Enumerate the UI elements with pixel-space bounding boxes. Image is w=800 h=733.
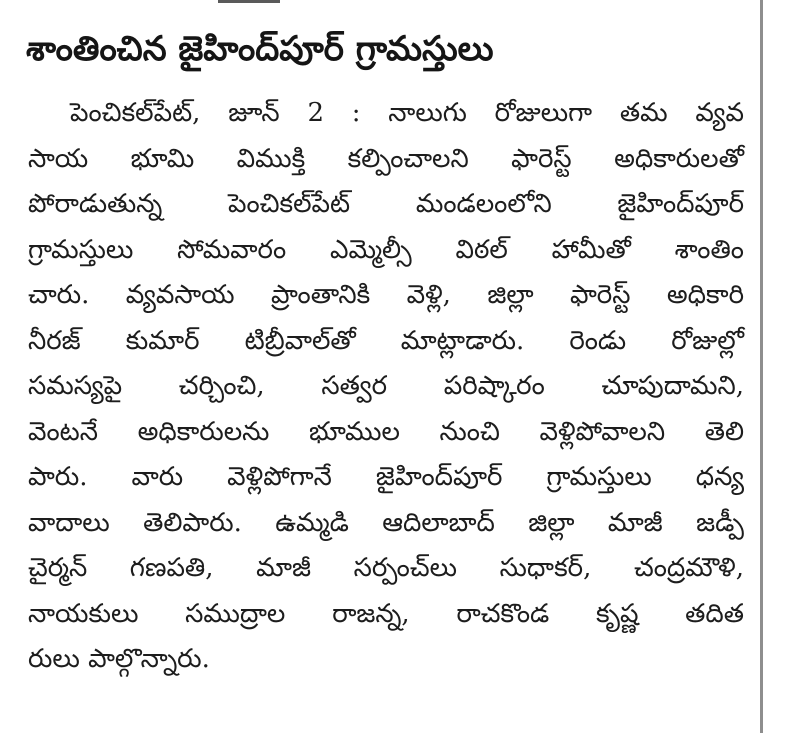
column-top-rule [218, 0, 280, 3]
article-line-10: వాదాలు తెలిపారు. ఉమ్మడి ఆదిలాబాద్ జిల్లా మాజీ జడ్పీ [28, 507, 744, 538]
article-line-7: సమస్యపై చర్చించి, సత్వర పరిష్కారం చూపుదామని, [28, 371, 744, 401]
article-line-8: వెంటనే అధికారులను భూముల నుంచి వెళ్లిపోవాలని తెలి [28, 416, 744, 447]
article-line-4: గ్రామస్తులు సోమవారం ఎమ్మెల్సీ విఠల్ హామీతో శాంతిం [28, 234, 744, 265]
article-body [28, 91, 744, 683]
article-line-9: పారు. వారు వెళ్లిపోగానే జైహింద్‌పూర్ గ్రామస్తులు ధన్య [28, 462, 744, 492]
article-line-11: చైర్మన్ గణపతి, మాజీ సర్పంచ్‌లు సుధాకర్, చంద్రమౌళి, [28, 553, 744, 583]
column-divider-rule [760, 0, 763, 733]
article-line-3: పోరాడుతున్న పెంచికల్‌పేట్ మండలంలోని జైహింద్‌పూర్ [28, 189, 744, 219]
article-line-6: నీరజ్ కుమార్ టిబ్రీవాల్‌తో మాట్లాడారు. రెండు రోజుల్లో [28, 325, 744, 356]
article-line-1: పెంచికల్‌పేట్, జూన్ 2 : నాలుగు రోజులుగా తమ వ్యవ [70, 98, 744, 128]
article-headline: శాంతించిన జైహింద్‌పూర్ గ్రామస్తులు [26, 29, 494, 69]
article-line-12: నాయకులు సముద్రాల రాజన్న, రాచకొండ కృష్ణ తదిత [28, 598, 744, 629]
article-line-5: చారు. వ్యవసాయ ప్రాంతానికి వెళ్లి, జిల్లా ఫారెస్ట్ అధికారి [28, 280, 744, 310]
article-line-13: రులు పాల్గొన్నారు. [28, 644, 210, 674]
article-line-2: సాయ భూమి విముక్తి కల్పించాలని ఫారెస్ట్ అధికారులతో [28, 143, 744, 174]
